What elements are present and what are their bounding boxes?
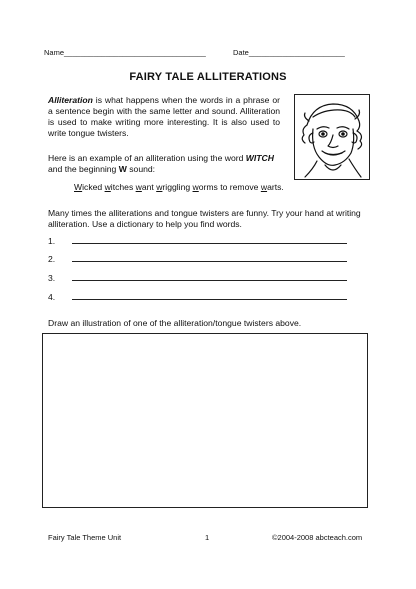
example-word-rest: arts.: [267, 182, 284, 192]
example-word-rest: ant: [141, 182, 157, 192]
answer-number: 3.: [48, 273, 56, 283]
answer-line-3[interactable]: [48, 273, 347, 284]
answer-number: 1.: [48, 236, 56, 246]
answer-blank[interactable]: [72, 254, 347, 262]
alliteration-letter: W: [74, 182, 83, 192]
intro-paragraph: [48, 95, 280, 139]
wizard-portrait-icon: [294, 94, 370, 180]
footer-copyright: ©2004-2008 abcteach.com: [272, 533, 363, 542]
answer-line-1[interactable]: [48, 236, 347, 247]
example-letter: W: [118, 164, 127, 174]
page-title: FAIRY TALE ALLITERATIONS: [129, 71, 287, 83]
name-field[interactable]: Name__________________________________: [44, 48, 206, 57]
example-intro: [48, 153, 283, 175]
footer-unit-title: Fairy Tale Theme Unit: [48, 533, 122, 542]
answer-blank[interactable]: [72, 236, 347, 244]
alliteration-letter: w: [104, 182, 111, 192]
answer-blank[interactable]: [72, 273, 347, 281]
example-word-rest: itches: [110, 182, 136, 192]
example-word-rest: orms to remove: [198, 182, 261, 192]
alliteration-letter: w: [156, 182, 163, 192]
example-word-rest: icked: [82, 182, 105, 192]
intro-text: is what happens when the words in a phrase or a sentence begin with the same letter and sound. Alliteration is used to make writing more interesting. It is also used to write tongue twisters.: [48, 95, 280, 138]
alliteration-letter: w: [192, 182, 199, 192]
example-word-rest: riggling: [162, 182, 193, 192]
alliteration-letter: w: [135, 182, 142, 192]
page-number: 1: [205, 533, 210, 542]
alliteration-letter: w: [260, 182, 268, 192]
example-word: WITCH: [245, 153, 274, 163]
drawing-area[interactable]: [42, 333, 368, 508]
instructions-paragraph: Many times the alliterations and tongue twisters are funny. Try your hand at writing alliteration. Use a dictionary to help you find words.: [48, 208, 361, 229]
answer-line-4[interactable]: [48, 292, 347, 303]
draw-instruction: Draw an illustration of one of the alliteration/tongue twisters above.: [48, 318, 302, 328]
example-intro-part1: Here is an example of an alliteration using the word: [48, 153, 246, 163]
answer-number: 2.: [48, 254, 56, 264]
intro-term: Alliteration: [48, 95, 93, 105]
date-field[interactable]: Date_______________________: [233, 48, 345, 57]
example-intro-part2: and the beginning: [48, 164, 119, 174]
example-sentence: [74, 182, 284, 193]
example-intro-part3: sound:: [126, 164, 156, 174]
answer-number: 4.: [48, 292, 56, 302]
answer-line-2[interactable]: [48, 254, 347, 265]
answer-blank[interactable]: [72, 292, 347, 300]
